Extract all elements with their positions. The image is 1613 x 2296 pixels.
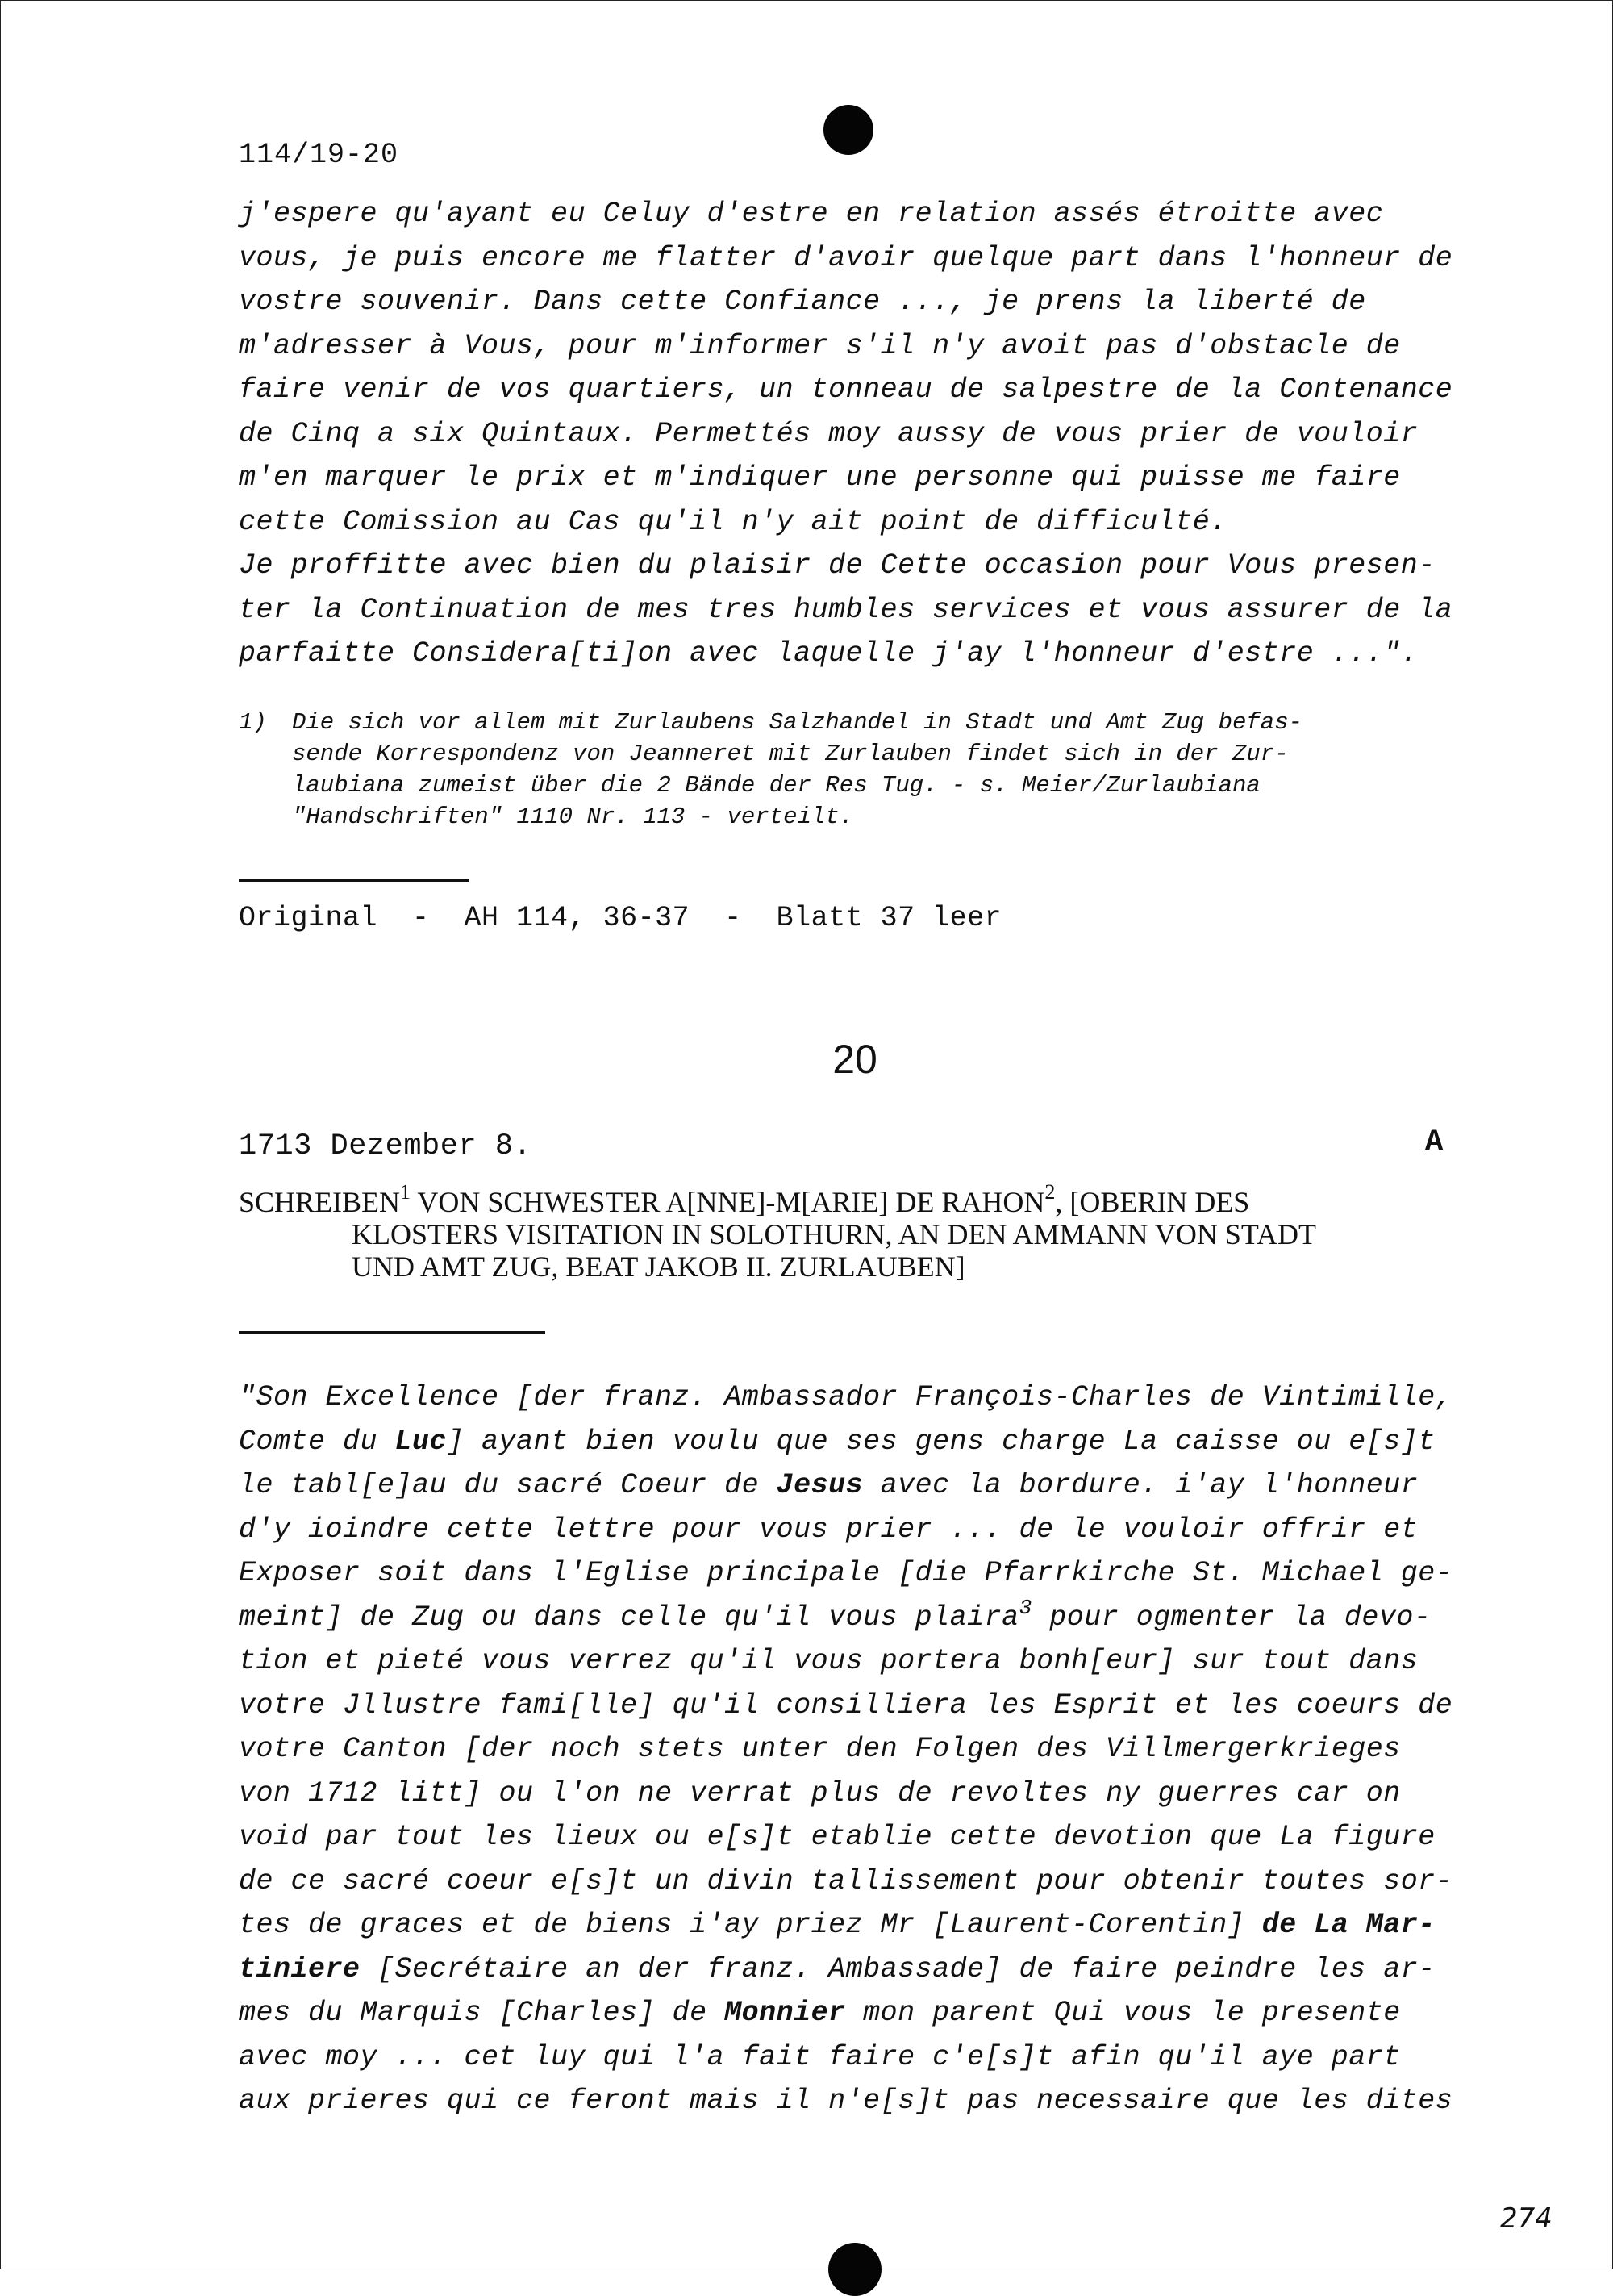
- letter-text: [239, 1376, 1468, 2123]
- source-note: Original - AH 114, 36-37 - Blatt 37 leer: [239, 902, 1002, 934]
- text-line: de ce sacré coeur e[s]t un divin tallissement pour obtenir toutes sor-: [239, 1864, 1453, 1897]
- letter-excerpt-1: [239, 192, 1468, 676]
- text-line: votre Canton [der noch stets unter den Folgen des Villmergerkrieges: [239, 1733, 1401, 1765]
- text-line: tion et pieté vous verrez qu'il vous portera bonh[eur] sur tout dans: [239, 1645, 1419, 1677]
- text-line: avec moy ... cet luy qui l'a fait faire c'e[s]t afin qu'il aye part: [239, 2040, 1401, 2073]
- title-line: SCHREIBEN$^1$ VON SCHWESTER A[NNE]-M[ARIE] DE RAHON$^2$, [OBERIN DES: [239, 1180, 1250, 1218]
- page-reference: 114/19-20: [239, 139, 399, 171]
- text-line: Exposer soit dans l'Eglise principale [die Pfarrkirche St. Michael ge-: [239, 1557, 1453, 1589]
- footnote-line: Die sich vor allem mit Zurlaubens Salzhandel in Stadt und Amt Zug befas-: [292, 709, 1303, 736]
- text-line: votre Jllustre fami[lle] qu'il consilliera les Esprit et les coeurs de: [239, 1689, 1453, 1722]
- footnote-number: 1): [239, 709, 267, 736]
- document-title: [239, 1180, 1497, 1283]
- text-line: m'adresser à Vous, pour m'informer s'il n'y avoit pas d'obstacle de: [239, 329, 1401, 362]
- text-line: meint] de Zug ou dans celle qu'il vous plaira$^3$ pour ogmenter la devo-: [239, 1595, 1432, 1634]
- title-line: UND AMT ZUG, BEAT JAKOB II. ZURLAUBEN]: [352, 1250, 965, 1283]
- text-line: Comte du Luc] ayant bien voulu que ses gens charge La caisse ou e[s]t: [239, 1425, 1436, 1458]
- text-line: j'espere qu'ayant eu Celuy d'estre en relation assés étroitte avec: [239, 198, 1384, 230]
- divider: [239, 879, 469, 882]
- footnote: [239, 707, 1468, 833]
- footnote-ref: 1: [400, 1180, 411, 1204]
- text-line: de Cinq a six Quintaux. Permettés moy aussy de vous prier de vouloir: [239, 417, 1419, 450]
- punch-hole-bottom: [828, 2243, 882, 2296]
- text-line: "Son Excellence [der franz. Ambassador François-Charles de Vintimille,: [239, 1381, 1453, 1413]
- footnote-line: laubiana zumeist über die 2 Bände der Res Tug. - s. Meier/Zurlaubiana: [292, 772, 1261, 799]
- document-date: 1713 Dezember 8.: [239, 1129, 532, 1163]
- text-line: le tabl[e]au du sacré Coeur de Jesus avec la bordure. i'ay l'honneur: [239, 1469, 1419, 1501]
- text-line: ter la Continuation de mes tres humbles services et vous assurer de la: [239, 593, 1453, 626]
- text-line: von 1712 litt] ou l'on ne verrat plus de revoltes ny guerres car on: [239, 1776, 1401, 1810]
- punch-hole-top: [823, 105, 873, 155]
- text-line: m'en marquer le prix et m'indiquer une personne qui puisse me faire: [239, 461, 1401, 494]
- text-line: vous, je puis encore me flatter d'avoir quelque part dans l'honneur de: [239, 241, 1453, 274]
- handwritten-page-number: 274: [1500, 2202, 1553, 2235]
- text-line: aux prieres qui ce feront mais il n'e[s]t pas necessaire que les dites: [239, 2085, 1453, 2117]
- document-number: 20: [832, 1037, 877, 1082]
- footnote-ref: 3: [1019, 1595, 1032, 1620]
- text-line: d'y ioindre cette lettre pour vous prier ... de le vouloir offrir et: [239, 1513, 1419, 1546]
- text-line: tiniere [Secrétaire an der franz. Ambassade] de faire peindre les ar-: [239, 1952, 1436, 1985]
- text-line: Je proffitte avec bien du plaisir de Cette occasion pour Vous presen-: [239, 549, 1436, 582]
- text-line: vostre souvenir. Dans cette Confiance ..., je prens la liberté de: [239, 286, 1366, 318]
- text-line: parfaitte Considera[ti]on avec laquelle j'ay l'honneur d'estre ...".: [239, 637, 1419, 670]
- text-line: cette Comission au Cas qu'il n'y ait point de difficulté.: [239, 505, 1227, 538]
- footnote-line: "Handschriften" 1110 Nr. 113 - verteilt.: [292, 804, 854, 830]
- text-line: mes du Marquis [Charles] de Monnier mon parent Qui vous le presente: [239, 1997, 1401, 2029]
- text-line: faire venir de vos quartiers, un tonneau de salpestre de la Contenance: [239, 374, 1453, 406]
- text-line: tes de graces et de biens i'ay priez Mr [Laurent-Corentin] de La Mar-: [239, 1909, 1436, 1941]
- document-marker: A: [1425, 1125, 1444, 1159]
- text-line: void par tout les lieux ou e[s]t etablie cette devotion que La figure: [239, 1821, 1436, 1853]
- footnote-line: sende Korrespondenz von Jeanneret mit Zurlauben findet sich in der Zur-: [292, 741, 1289, 767]
- title-line: KLOSTERS VISITATION IN SOLOTHURN, AN DEN AMMANN VON STADT: [352, 1218, 1316, 1250]
- footnote-ref: 2: [1044, 1180, 1056, 1204]
- divider: [239, 1331, 545, 1334]
